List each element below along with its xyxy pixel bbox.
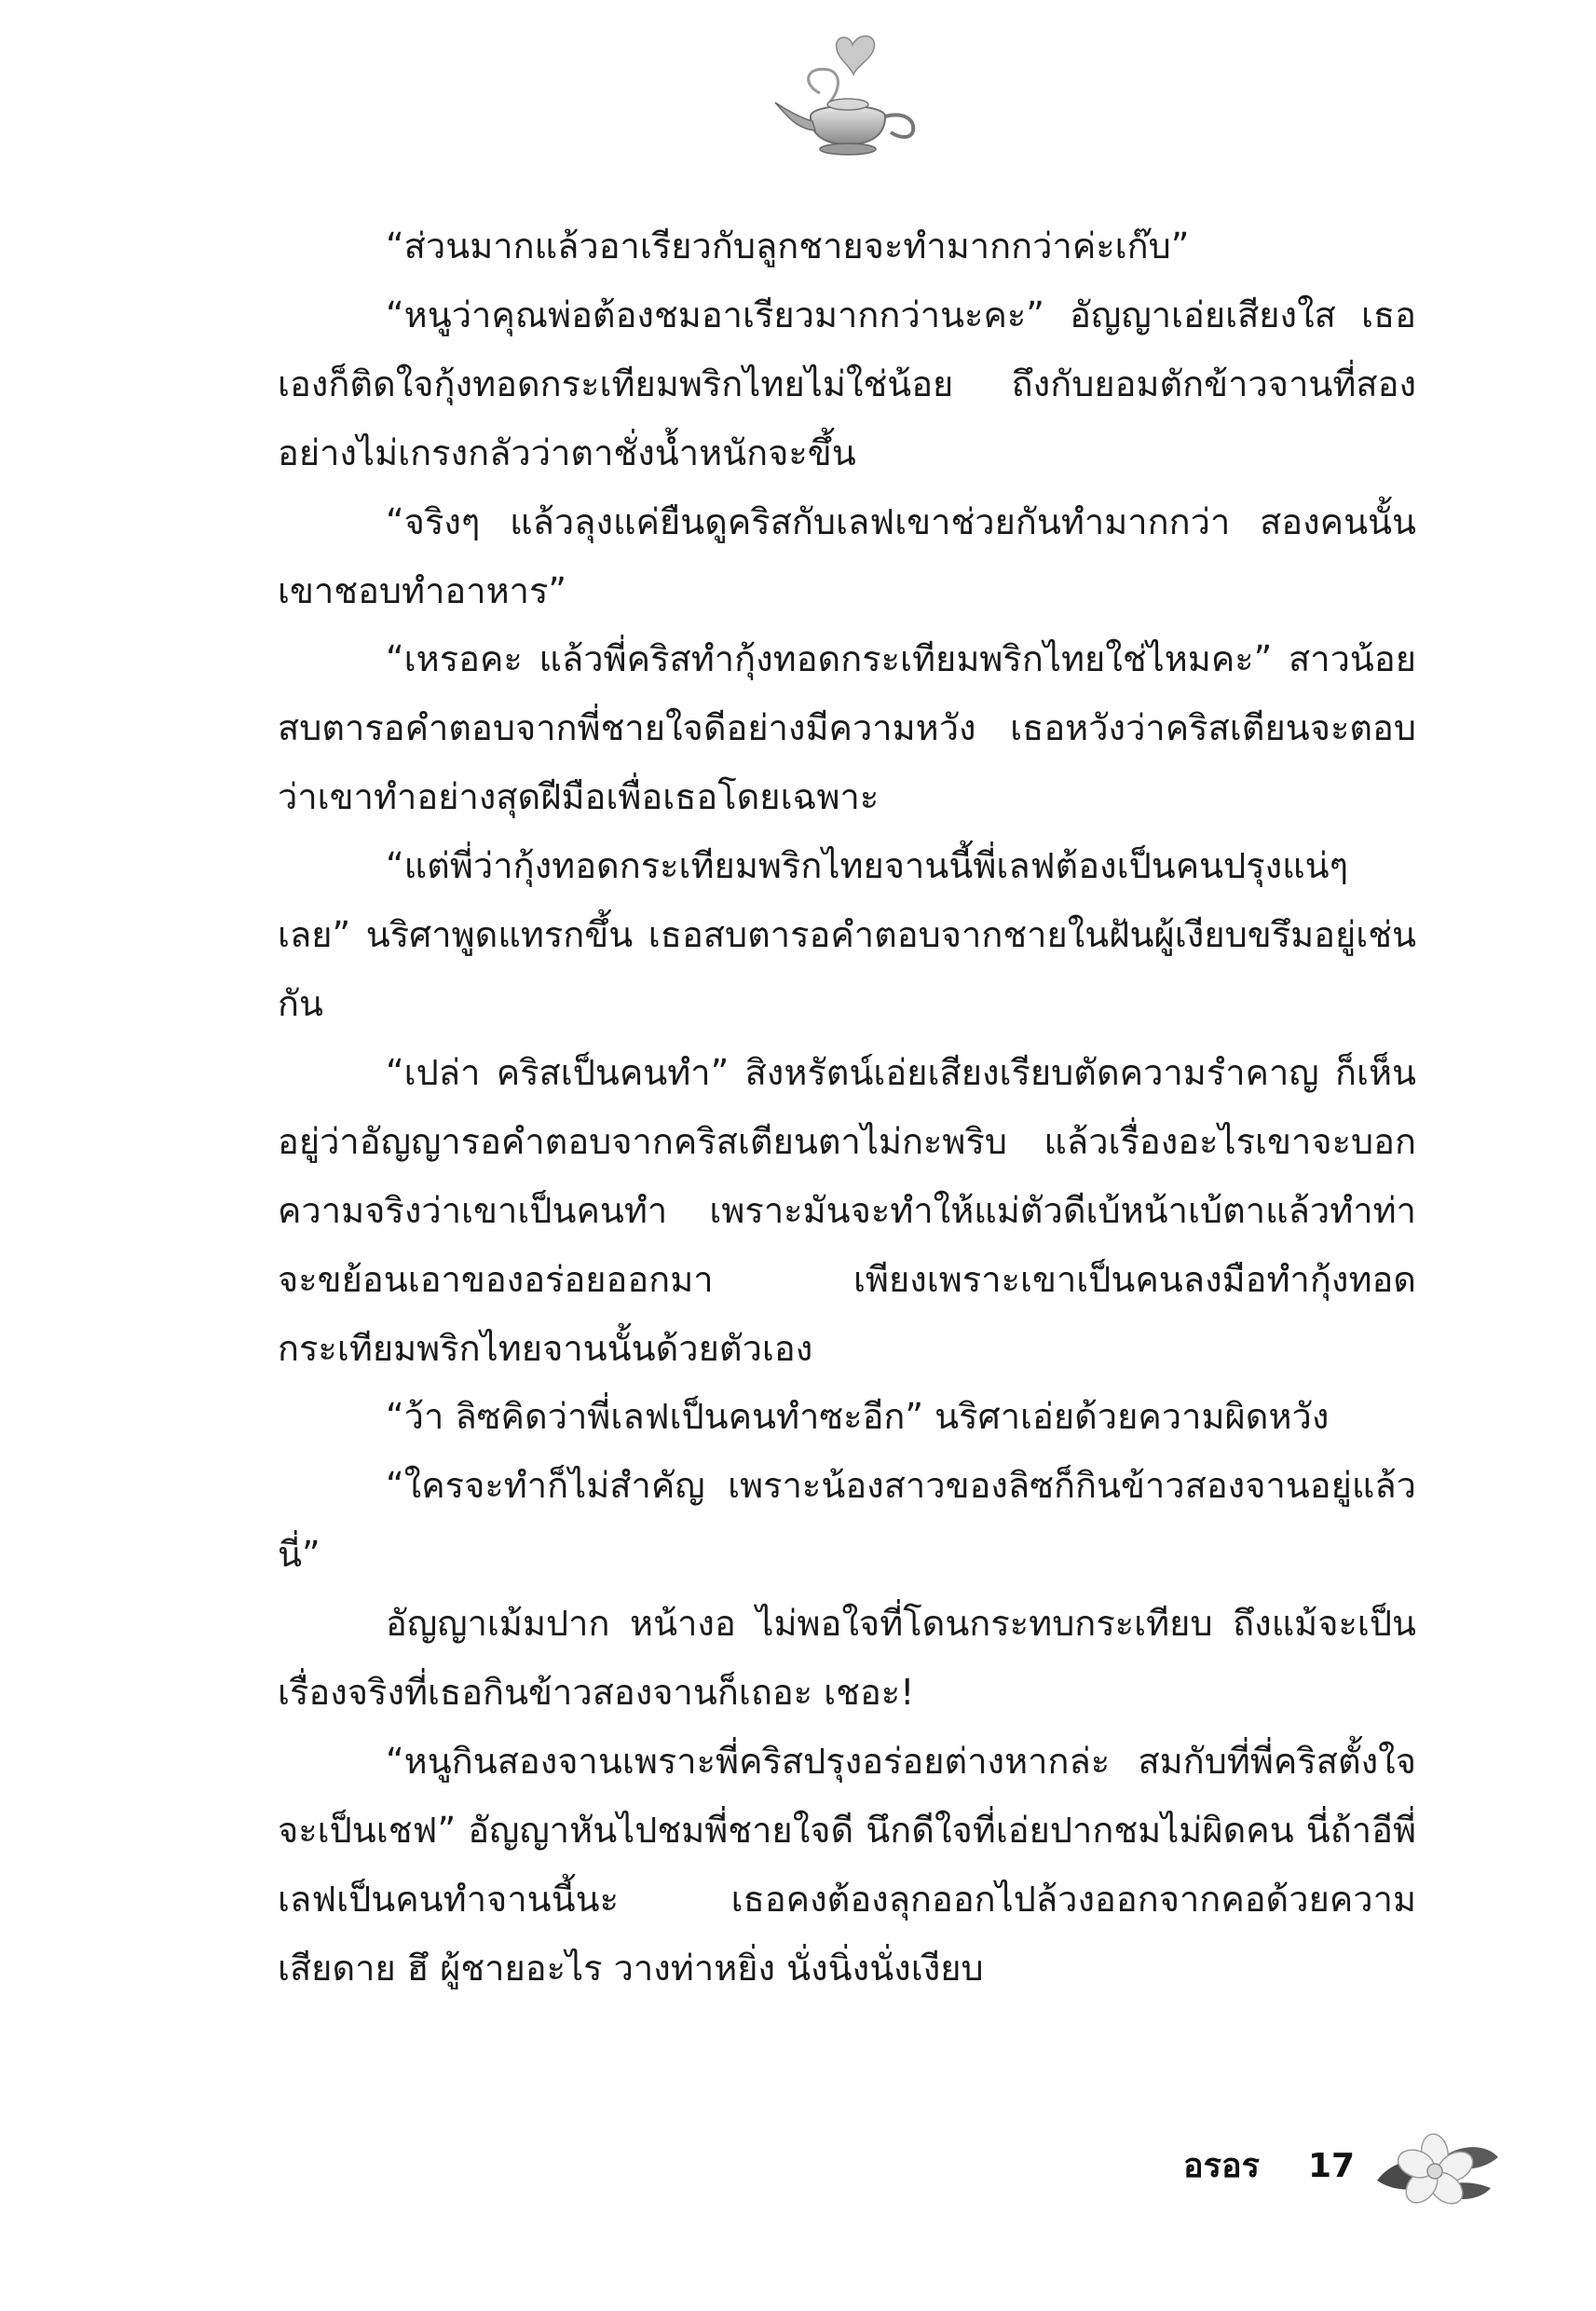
- book-title: อรอร: [1183, 2147, 1260, 2185]
- paragraph: “ส่วนมากแล้วอาเรียวกับลูกชายจะทำมากกว่าค่ะเก๊บ”: [386, 226, 1190, 267]
- paragraph: อัญญาเม้มปาก หน้างอ ไม่พอใจที่โดนกระทบกระเทียบ ถึงแม้จะเป็นเรื่องจริงที่เธอกินข้าวสองจานก็เถอะ เชอะ!: [278, 1603, 1416, 1714]
- paragraph: “ว้า ลิซคิดว่าพี่เลฟเป็นคนทำซะอีก” นริศาเอ่ยด้วยความผิดหวัง: [386, 1396, 1330, 1438]
- page-number: 17: [1308, 2147, 1356, 2185]
- jasmine-flower-icon: [1370, 2115, 1500, 2218]
- paragraph: “จริงๆ แล้วลุงแค่ยืนดูคริสกับเลฟเขาช่วยกันทำมากกว่า สองคนนั้นเขาชอบทำอาหาร”: [278, 500, 1416, 611]
- paragraph: “หนูว่าคุณพ่อต้องชมอาเรียวมากกว่านะคะ” อัญญาเอ่ยเสียงใส เธอเองก็ติดใจกุ้งทอดกระเทียมพริกไทยไม่ใช่น้อย ถึงกับยอมตักข้าวจานที่สองอย่างไม่เกรงกลัวว่าตาชั่งน้ำหนักจะขึ้น: [278, 294, 1416, 473]
- paragraph: “หนูกินสองจานเพราะพี่คริสปรุงอร่อยต่างหากล่ะ สมกับที่พี่คริสตั้งใจจะเป็นเชฟ” อัญญาหันไปชมพี่ชายใจดี นึกดีใจที่เอ่ยปากชมไม่ผิดคน นี่ถ้าอีพี่เลฟเป็นคนทำจานนี้นะ เธอคงต้องลุกออกไปล้วงออกจากคอด้วยความเสียดาย ฮึ ผู้ชายอะไร วางท่าหยิ่ง นั่งนิ่งนั่งเงียบ: [278, 1740, 1416, 1989]
- genie-lamp-icon: [764, 28, 932, 186]
- paragraph: “เหรอคะ แล้วพี่คริสทำกุ้งทอดกระเทียมพริกไทยใช่ไหมคะ” สาวน้อยสบตารอคำตอบจากพี่ชายใจดีอย่างมีความหวัง เธอหวังว่าคริสเตียนจะตอบว่าเขาทำอย่างสุดฝีมือเพื่อเธอโดยเฉพาะ: [278, 638, 1416, 818]
- paragraph: “เปล่า คริสเป็นคนทำ” สิงหรัตน์เอ่ยเสียงเรียบตัดความรำคาญ ก็เห็นอยู่ว่าอัญญารอคำตอบจากคริสเตียนตาไม่กะพริบ แล้วเรื่องอะไรเขาจะบอกความจริงว่าเขาเป็นคนทำ เพราะมันจะทำให้แม่ตัวดีเบ้หน้าเบ้ตาแล้วทำท่าจะขย้อนเอาของอร่อยออกมา เพียงเพราะเขาเป็นคนลงมือทำกุ้งทอดกระเทียมพริกไทยจานนั้นด้วยตัวเอง: [278, 1051, 1416, 1369]
- paragraph: “แต่พี่ว่ากุ้งทอดกระเทียมพริกไทยจานนี้พี่เลฟต้องเป็นคนปรุงแน่ๆ เลย” นริศาพูดแทรกขึ้น เธอสบตารอคำตอบจากชายในฝันผู้เงียบขรึมอยู่เช่นกัน: [278, 845, 1416, 1024]
- body-text: [278, 212, 1416, 2003]
- paragraph: “ใครจะทำก็ไม่สำคัญ เพราะน้องสาวของลิซก็กินข้าวสองจานอยู่แล้วนี่”: [278, 1465, 1416, 1576]
